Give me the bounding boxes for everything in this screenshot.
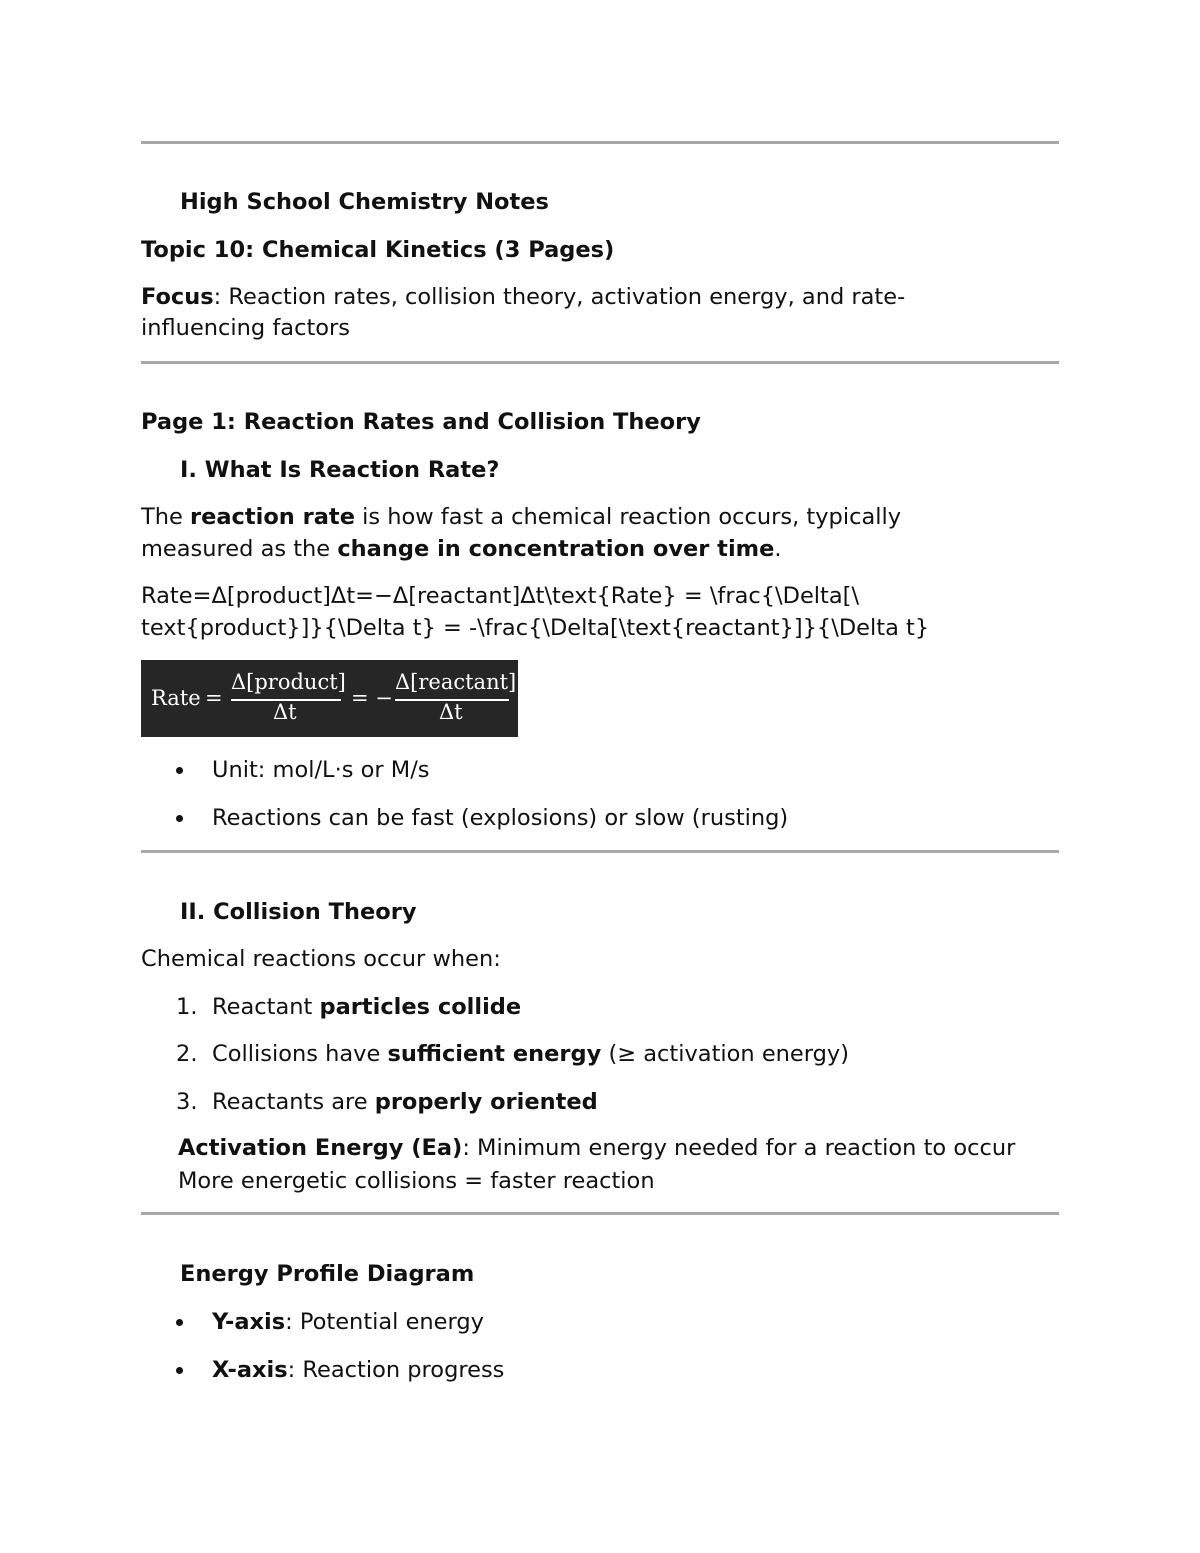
bold-term: change in concentration over time <box>337 536 775 562</box>
raw-formula-line-2: text{product}]}{\Delta t} = -\frac{\Delta[\text{reactant}]}{\Delta t} <box>141 615 930 641</box>
raw-formula-line-1: Rate=Δ[product]Δt=−Δ[reactant]Δt\text{Rate} = \frac{\Delta[\ <box>141 583 860 609</box>
list-item <box>212 1354 504 1386</box>
bold-term: reaction rate <box>190 504 355 530</box>
horizontal-rule <box>141 1212 1059 1215</box>
section1-heading: I. What Is Reaction Rate? <box>180 457 500 483</box>
text-run: The <box>141 504 190 530</box>
list-item <box>212 1038 849 1070</box>
text-run: Reactants are <box>212 1089 375 1115</box>
formula-denominator: Δt <box>439 700 463 724</box>
focus-label: Focus <box>141 284 214 310</box>
reaction-rate-paragraph-2 <box>141 533 782 565</box>
bold-term: Activation Energy (Ea) <box>178 1135 463 1161</box>
energetic-collisions-line: More energetic collisions = faster reaction <box>178 1168 655 1194</box>
text-run: . <box>774 536 782 562</box>
bold-term: X-axis <box>212 1357 288 1383</box>
bold-term: properly oriented <box>374 1089 598 1115</box>
text-run: : Potential energy <box>285 1309 484 1335</box>
text-run: : Reaction progress <box>287 1357 505 1383</box>
energy-profile-heading: Energy Profile Diagram <box>180 1261 475 1287</box>
text-run: (≥ activation energy) <box>601 1041 849 1067</box>
list-item <box>212 1306 484 1338</box>
focus-text: : Reaction rates, collision theory, activation energy, and rate- <box>213 284 906 310</box>
formula-equals-minus: = − <box>351 686 393 710</box>
text-run: measured as the <box>141 536 338 562</box>
bold-term: Y-axis <box>212 1309 286 1335</box>
horizontal-rule <box>141 361 1059 364</box>
bullet-dot <box>176 815 183 822</box>
focus-line-2: influencing factors <box>141 315 351 341</box>
formula-equals: = <box>205 686 223 710</box>
list-item: Reactions can be fast (explosions) or slow (rusting) <box>212 805 789 831</box>
text-run: Reactant <box>212 994 320 1020</box>
bullet-dot <box>176 767 183 774</box>
list-item: Unit: mol/L·s or M/s <box>212 757 430 783</box>
formula-numerator-reactant: Δ[reactant] <box>395 670 517 694</box>
topic-heading: Topic 10: Chemical Kinetics (3 Pages) <box>141 237 615 263</box>
text-run: is how fast a chemical reaction occurs, typically <box>354 504 902 530</box>
list-item <box>212 1086 598 1118</box>
formula-denominator: Δt <box>273 700 297 724</box>
text-run: Collisions have <box>212 1041 388 1067</box>
list-item-number: 2. <box>176 1041 198 1067</box>
section2-heading: II. Collision Theory <box>180 899 417 925</box>
horizontal-rule <box>141 850 1059 853</box>
focus-line <box>141 281 905 313</box>
bold-term: sufficient energy <box>387 1041 602 1067</box>
reaction-rate-paragraph <box>141 501 901 533</box>
list-item-number: 3. <box>176 1089 198 1115</box>
page1-heading: Page 1: Reaction Rates and Collision Theory <box>141 409 701 435</box>
document-title: High School Chemistry Notes <box>180 189 549 215</box>
bullet-dot <box>176 1319 183 1326</box>
section2-intro: Chemical reactions occur when: <box>141 946 501 972</box>
formula-numerator-product: Δ[product] <box>231 670 346 694</box>
formula-rate-label: Rate <box>151 686 201 710</box>
text-run: : Minimum energy needed for a reaction to occur <box>462 1135 1016 1161</box>
horizontal-rule <box>141 141 1059 144</box>
bold-term: particles collide <box>319 994 522 1020</box>
list-item-number: 1. <box>176 994 198 1020</box>
list-item <box>212 991 521 1023</box>
rendered-formula-image <box>141 660 518 737</box>
bullet-dot <box>176 1367 183 1374</box>
activation-energy-definition <box>178 1132 1015 1164</box>
